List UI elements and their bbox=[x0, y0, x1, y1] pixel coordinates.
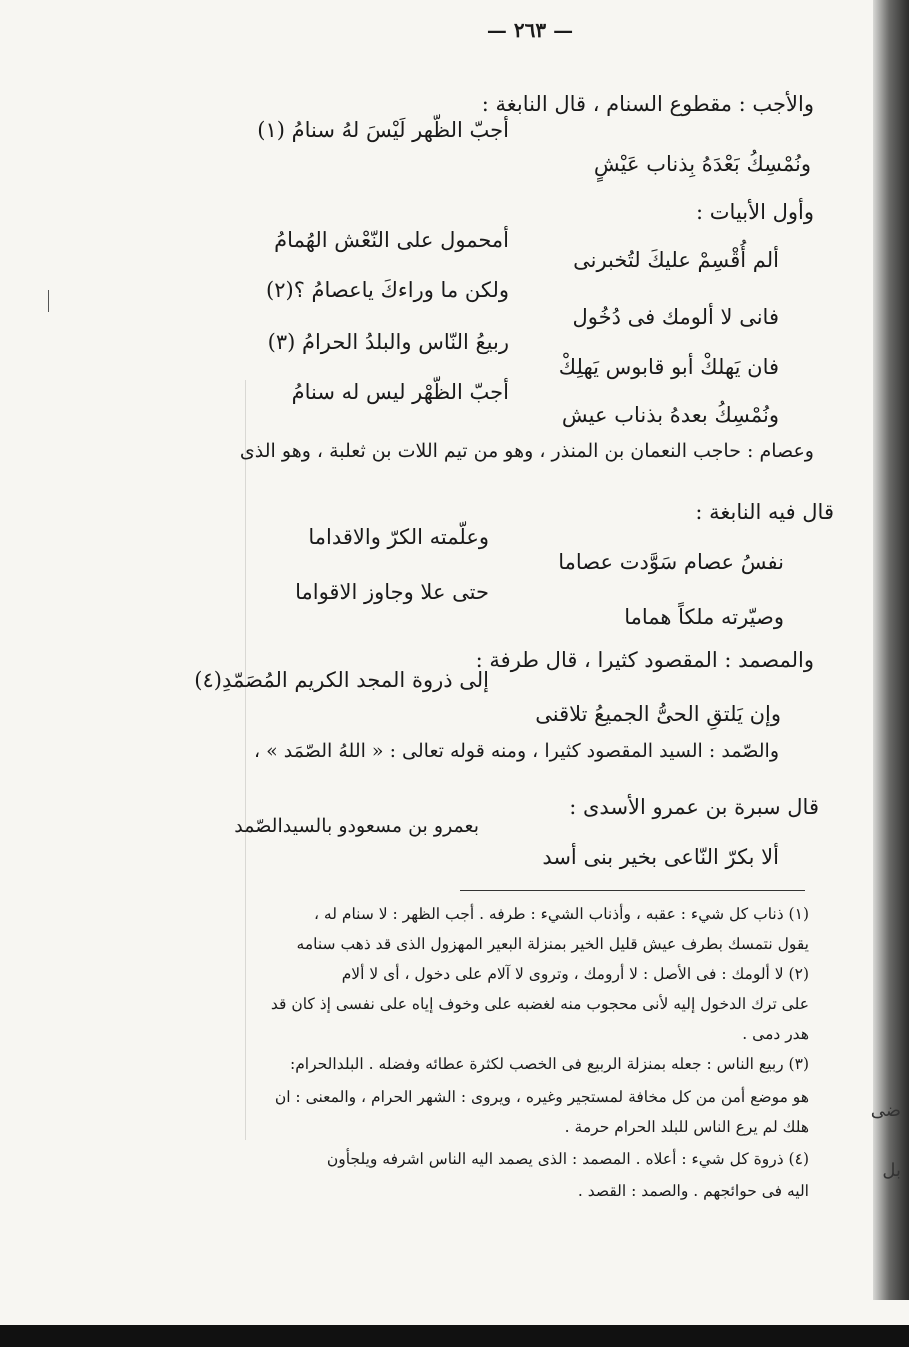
body-line: وعصام : حاجب النعمان بن المنذر ، وهو من تيم اللات بن ثعلبة ، وهو الذى bbox=[239, 440, 814, 462]
verse-hemistich-second: أجبّ الظّهْر ليس له سنامُ bbox=[291, 380, 509, 404]
footnote-line: (٤) ذروة كل شيء : أعلاه . المصمد : الذى يصمد اليه الناس اشرفه ويلجأون bbox=[326, 1150, 809, 1168]
body-line: وأول الأبيات : bbox=[696, 200, 814, 224]
verse-hemistich-second: حتى علا وجاوز الاقواما bbox=[295, 580, 489, 604]
verse-hemistich-first: نفسُ عصام سَوَّدت عصاما bbox=[558, 550, 784, 574]
footnote-line: (٣) ربيع الناس : جعله بمنزلة الربيع فى الخصب لكثرة عطائه وفضله . البلدالحرام: bbox=[289, 1055, 809, 1073]
verse-hemistich-first: ونُمْسِكُ بعدهُ بذناب عيش bbox=[561, 403, 779, 427]
body-line: قال فيه النابغة : bbox=[695, 500, 834, 524]
footnote-line: (١) ذناب كل شيء : عقبه ، وأذناب الشيء : طرفه . أجب الظهر : لا سنام له ، bbox=[313, 905, 809, 923]
scan-bottom-border bbox=[0, 1325, 909, 1347]
verse-hemistich-first: ألم أُقْسِمْ عليكَ لتُخبرنى bbox=[573, 248, 779, 272]
body-line: والمصمد : المقصود كثيرا ، قال طرفة : bbox=[475, 648, 814, 672]
verse-hemistich-first: وصيّرته ملكاً هماما bbox=[624, 605, 784, 629]
verse-hemistich-second: ولكن ما وراءكَ ياعصامُ ؟(٢) bbox=[266, 278, 509, 302]
footnote-separator bbox=[460, 890, 805, 891]
verse-hemistich-second: أجبّ الظّهر لَيْسَ لهُ سنامُ (١) bbox=[257, 118, 509, 142]
footnote-line: (٢) لا ألومك : فى الأصل : لا أرومك ، وتروى لا آلام على دخول ، أى لا ألام bbox=[341, 965, 809, 983]
verse-hemistich-second: وعلّمته الكرّ والاقداما bbox=[308, 525, 489, 549]
footnote-line: هو موضع أمن من كل مخافة لمستجير وغيره ، ويروى : الشهر الحرام ، والمعنى : ان bbox=[274, 1088, 809, 1106]
verse-hemistich-first: ونُمْسِكُ بَعْدَهُ بِذناب عَيْشٍ bbox=[593, 152, 811, 176]
margin-mark bbox=[48, 290, 49, 312]
page-fold-line bbox=[245, 380, 246, 1140]
verse-hemistich-second: ربيعُ النّاس والبلدُ الحرامُ (٣) bbox=[267, 330, 509, 354]
body-line: قال سبرة بن عمرو الأسدى : bbox=[569, 795, 819, 819]
footnote-line: اليه فى حوائجهم . والصمد : القصد . bbox=[577, 1182, 809, 1200]
verse-hemistich-first: وإن يَلتقِ الحىُّ الجميعُ تلاقنى bbox=[535, 702, 781, 726]
body-line: والأجب : مقطوع السنام ، قال النابغة : bbox=[481, 92, 814, 116]
footnote-line: هدر دمى . bbox=[742, 1025, 809, 1043]
verse-hemistich-second: بعمرو بن مسعودو بالسيدالصّمد bbox=[234, 815, 479, 837]
footnote-line: يقول نتمسك بطرف عيش قليل الخير بمنزلة البعير المهزول الذى قد ذهب سنامه bbox=[296, 935, 809, 953]
verse-hemistich-first: ألا بكرّ النّاعى بخير بنى أسد bbox=[542, 845, 779, 869]
footnote-line: هلك لم يرع الناس للبلد الحرام حرمة . bbox=[564, 1118, 809, 1136]
verse-hemistich-second: أمحمول على النّعْش الهُمامُ bbox=[274, 228, 509, 252]
page-number: — ٢٦٣ — bbox=[486, 18, 574, 42]
verse-hemistich-first: فان يَهلكْ أبو قابوس يَهلِكْ bbox=[558, 355, 779, 379]
adjacent-page-fragment: ضى bbox=[870, 1100, 901, 1121]
body-line: والصّمد : السيد المقصود كثيرا ، ومنه قوله تعالى : « اللهُ الصّمَد » ، bbox=[253, 740, 779, 762]
verse-hemistich-first: فانى لا ألومك فى دُخُول bbox=[572, 305, 779, 329]
footnote-line: على ترك الدخول إليه لأنى محجوب منه لغضبه على وخوف إياه على نفسى إذ كان قد bbox=[270, 995, 809, 1013]
adjacent-page-fragment: بل bbox=[882, 1160, 901, 1181]
verse-hemistich-second: إلى ذروة المجد الكريم المُصَمّدِ(٤) bbox=[194, 668, 489, 692]
